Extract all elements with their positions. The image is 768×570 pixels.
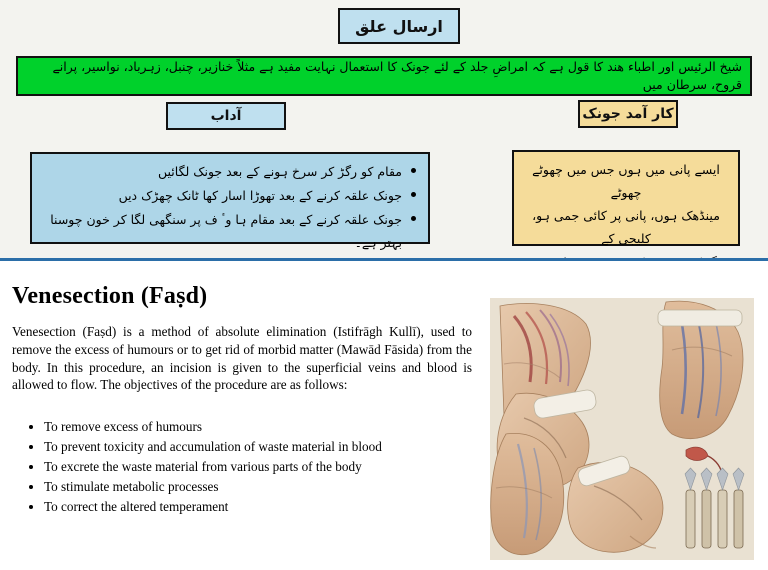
list-item: ایسے پانی میں ہوں جس میں چھوٹے چھوٹے <box>532 162 720 201</box>
urdu-useful-leech-box <box>512 150 740 246</box>
urdu-useful-leech-heading <box>578 100 678 128</box>
urdu-title-box <box>338 8 460 44</box>
urdu-panel <box>0 0 768 258</box>
urdu-adab-box <box>30 152 430 251</box>
page-title: Venesection (Faṣd) <box>12 283 208 309</box>
list-item: • To excrete the waste material from various parts of the body <box>44 457 494 477</box>
urdu-title-text: ارسال علق <box>355 16 443 36</box>
urdu-adab-heading-text: آداب <box>210 108 242 124</box>
list-item: جونک علقہ کرنے کے بعد مقام ہا وٴ ف پر سنگھی لگا کر خون چوسنا بہتر ہے۔ <box>42 208 418 254</box>
illustration-svg <box>490 298 754 560</box>
urdu-useful-leech-heading-text: کار آمد جونک <box>582 106 674 122</box>
list-item: • To stimulate metabolic processes <box>44 477 494 497</box>
list-item: مقام کو رگڑ کر سرخ ہونے کے بعد جونک لگائیں <box>42 160 418 183</box>
list-item: جونک علقہ کرنے کے بعد تھوڑا اسار کھا ٹانک چھڑک دیں <box>42 184 418 207</box>
anatomical-illustration-venesection <box>490 298 754 560</box>
urdu-adab-heading <box>166 102 286 130</box>
venesection-panel <box>0 258 768 570</box>
list-item: مینڈھک ہوں، پانی پر کائی جمی ہو، کلیجی کے <box>532 208 720 247</box>
urdu-adab-list <box>42 160 418 255</box>
list-item: • To correct the altered temperament <box>44 497 494 517</box>
urdu-green-statement-band <box>16 56 752 96</box>
list-item: • To remove excess of humours <box>44 417 494 437</box>
urdu-green-statement-text: شیخ الرئیس اور اطباء هند کا قول ہے کہ امراضِ جلد کے لئے جونک کا استعمال نہایت مفید ہے مثلاً خنازیر، چنبل، زہرباد، نواسیر، پرانے قروح، سرطان میں <box>52 58 742 92</box>
venesection-objectives-list <box>26 417 494 517</box>
list-item: • To prevent toxicity and accumulation of waste material in blood <box>44 437 494 457</box>
venesection-paragraph: Venesection (Faṣd) is a method of absolute elimination (Istifrāgh Kullī), used to remove the excess of humours or to get rid of morbid matter (Mawād Fāsida) from the body. In this procedure, an incision is given to the superficial veins and blood is allowed to flow. The objectives of the procedure are as follows: <box>12 324 472 393</box>
